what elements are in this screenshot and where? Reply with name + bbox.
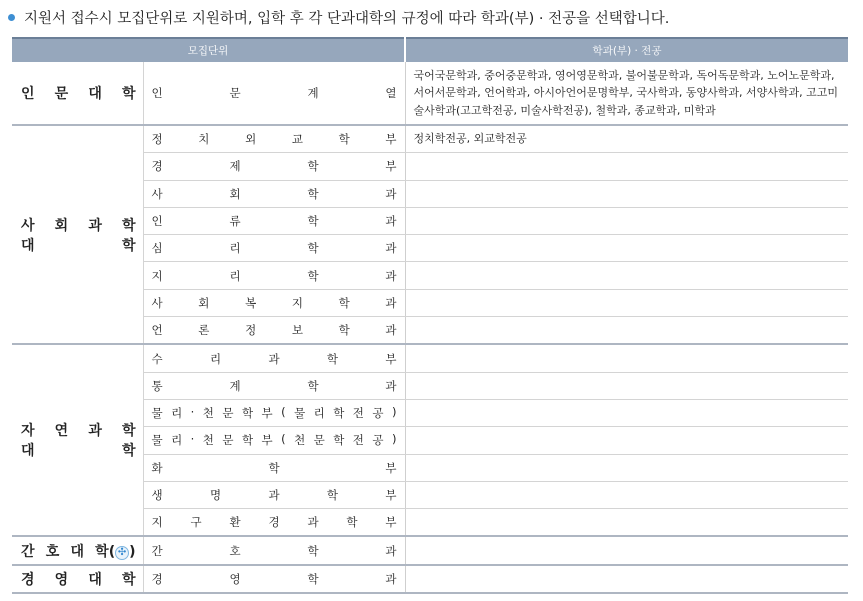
college-name-line: 간 호 대 학( ✣ ) <box>21 543 136 560</box>
unit-majors <box>405 344 848 372</box>
unit-name-text: 생 명 과 학 부 <box>151 488 397 502</box>
unit-name <box>143 289 405 316</box>
unit-name <box>143 399 405 426</box>
unit-name-text: 심 리 학 과 <box>151 241 397 256</box>
unit-majors <box>405 207 848 234</box>
unit-name <box>143 317 405 345</box>
intro-note <box>8 4 669 30</box>
unit-name-text: 통 계 학 과 <box>151 378 397 393</box>
table-row <box>12 62 848 125</box>
unit-name-text: 화 학 부 <box>151 460 397 475</box>
unit-majors <box>405 372 848 399</box>
unit-majors: 국어국문학과, 중어중문학과, 영어영문학과, 불어불문학과, 독어독문학과, 노어노문학과, 서어서문학과, 언어학과, 아시아언어문명학부, 국사학과, 동양사학과, 서양사학과, 고고미술사학과(고고학전공, 미술사학전공), 철학과, 종교학과, 미학과 <box>405 62 848 125</box>
unit-name <box>143 180 405 207</box>
intro-text: 지원서 접수시 모집단위로 지원하며, 입학 후 각 단과대학의 규정에 따라 학과(부) · 전공을 선택합니다. <box>24 10 670 27</box>
college-name-line: 경 영 대 학 <box>21 571 136 588</box>
college-name-line: 대 학 <box>21 443 136 460</box>
unit-majors <box>405 180 848 207</box>
unit-name-text: 인 류 학 과 <box>151 214 397 229</box>
table-row <box>12 344 848 372</box>
unit-name-text: 물 리 · 천 문 학 부 ( 물 리 학 전 공 ) <box>151 405 397 421</box>
unit-majors <box>405 235 848 262</box>
college-name <box>12 62 143 125</box>
table-row <box>12 536 848 564</box>
unit-majors <box>405 565 848 593</box>
unit-name-text: 간 호 학 과 <box>151 543 397 558</box>
college-name <box>12 565 143 593</box>
unit-name-text: 사 회 학 과 <box>151 186 397 201</box>
college-name-line: 자 연 과 학 <box>21 423 136 440</box>
unit-name <box>143 536 405 564</box>
table-row <box>12 125 848 153</box>
unit-name-text: 인 문 계 열 <box>151 86 397 100</box>
unit-name <box>143 454 405 481</box>
unit-majors <box>405 536 848 564</box>
table-body <box>12 62 848 593</box>
unit-name <box>143 62 405 125</box>
unit-name-text: 정 치 외 교 학 부 <box>151 132 397 147</box>
college-name-line: 인 문 대 학 <box>21 86 136 102</box>
unit-majors <box>405 262 848 289</box>
unit-name-text: 경 제 학 부 <box>151 159 397 174</box>
unit-majors <box>405 289 848 316</box>
unit-name <box>143 262 405 289</box>
bullet-icon <box>8 14 15 21</box>
unit-name-text: 지 리 학 과 <box>151 268 397 283</box>
unit-name <box>143 153 405 180</box>
plus-badge-icon: ✣ <box>115 546 129 560</box>
unit-name <box>143 207 405 234</box>
college-name <box>12 536 143 564</box>
unit-name <box>143 125 405 153</box>
unit-name-text: 수 리 과 학 부 <box>151 351 397 366</box>
unit-name-text: 언 론 정 보 학 과 <box>151 323 397 338</box>
unit-name-text: 경 영 학 과 <box>151 571 397 586</box>
unit-majors <box>405 454 848 481</box>
unit-name <box>143 235 405 262</box>
unit-name <box>143 481 405 508</box>
college-name <box>12 344 143 536</box>
header-unit: 모집단위 <box>12 38 405 62</box>
unit-name <box>143 427 405 454</box>
unit-majors <box>405 317 848 345</box>
unit-name <box>143 344 405 372</box>
college-name-line: 대 학 <box>21 237 136 254</box>
unit-majors <box>405 427 848 454</box>
unit-name-text: 물 리 · 천 문 학 부 ( 천 문 학 전 공 ) <box>151 432 397 448</box>
admission-units-table <box>12 37 848 594</box>
header-major: 학과(부) · 전공 <box>405 38 848 62</box>
unit-name-text: 사 회 복 지 학 과 <box>151 295 397 310</box>
unit-majors: 정치학전공, 외교학전공 <box>405 125 848 153</box>
table-row <box>12 565 848 593</box>
college-name-line: 사 회 과 학 <box>21 217 136 234</box>
college-name <box>12 125 143 344</box>
unit-majors <box>405 399 848 426</box>
unit-name <box>143 372 405 399</box>
unit-majors <box>405 509 848 537</box>
unit-name-text: 지 구 환 경 과 학 부 <box>151 515 397 530</box>
unit-name <box>143 565 405 593</box>
unit-name <box>143 509 405 537</box>
unit-majors <box>405 481 848 508</box>
table-header-row <box>12 38 848 62</box>
unit-majors <box>405 153 848 180</box>
